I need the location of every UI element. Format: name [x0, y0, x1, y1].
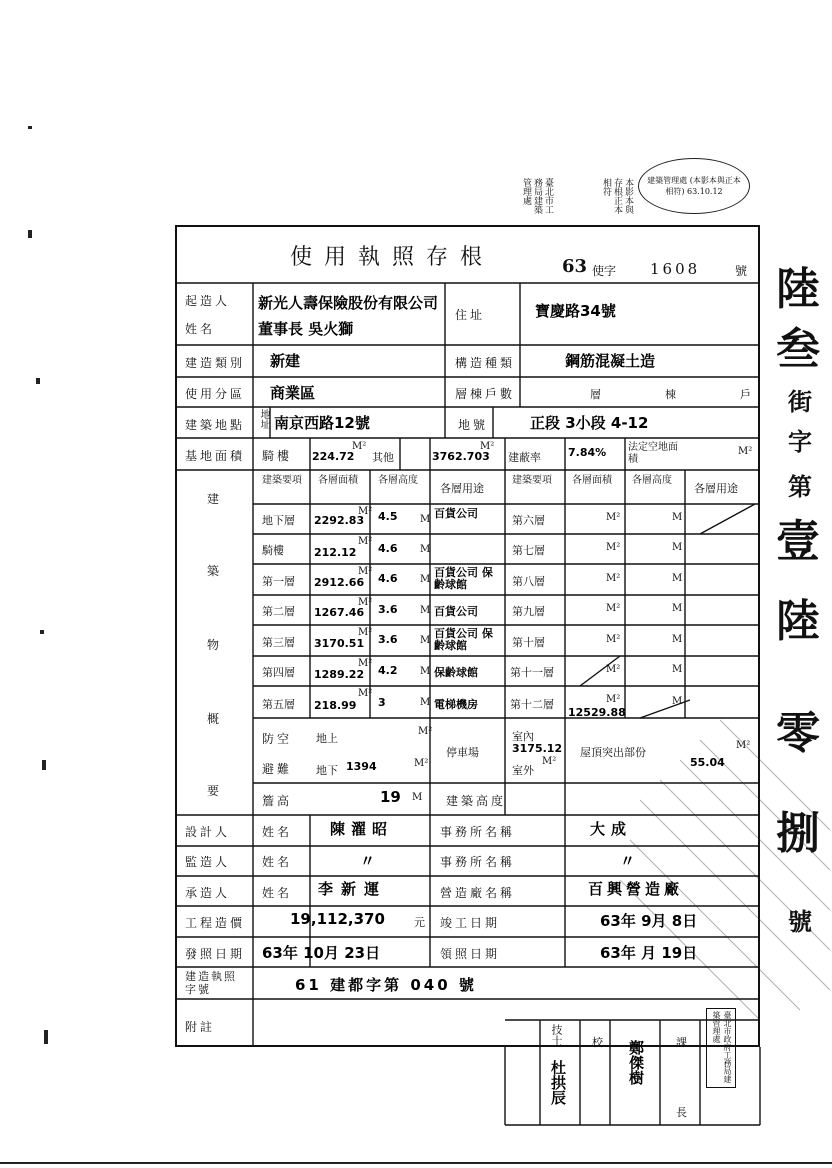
unit-m: M	[420, 544, 431, 555]
stamp-char: 零	[776, 708, 820, 759]
floor-use: 百貨公司 保齡球館	[434, 566, 493, 591]
building-type-label: 建造類別	[185, 356, 246, 370]
unit-m2: M²	[358, 566, 373, 577]
permit-no-label: 建造執照字號	[185, 970, 237, 996]
unit-m: M	[672, 512, 683, 523]
legal-open-label: 法定空地面積	[628, 442, 678, 465]
eaves-value: 19	[380, 788, 401, 806]
unit-m2: M²	[358, 536, 373, 547]
unit-m2: M²	[606, 603, 621, 614]
floors-unit-floor: 層	[590, 388, 601, 401]
stamp-char: 陸	[776, 596, 820, 647]
contractor-name-label: 姓名	[262, 886, 293, 900]
document-title: 使用執照存根	[290, 245, 495, 270]
parking-outdoor-label: 室外	[512, 764, 534, 777]
floor-use: 百貨公司 保齡球館	[434, 627, 493, 652]
arcade-value: 224.72	[312, 450, 355, 463]
site-address-value: 南京西路12號	[274, 414, 370, 432]
shelter-below-value: 1394	[346, 760, 377, 773]
permit-number: 1608	[650, 260, 701, 278]
floor-name: 騎樓	[262, 544, 284, 557]
official-seal-text: 臺北市政府工務局建築管理處	[712, 1011, 732, 1083]
site-lot-value: 正段 3小段 4-12	[530, 414, 649, 432]
unit-m2: M²	[358, 627, 373, 638]
header-use-left: 各層用途	[440, 482, 484, 495]
arcade-unit: M²	[352, 441, 367, 452]
stamp-line2: 本影本與存根正本相符	[601, 178, 633, 214]
owner-value: 新光人壽保險股份有限公司 董事長 吳火獅	[258, 294, 439, 338]
floor-name: 第九層	[512, 605, 545, 618]
unit-m2: M²	[606, 664, 621, 675]
floors-units-label: 層棟戶數	[455, 387, 516, 401]
stamp-char: 第	[788, 472, 812, 501]
head-label: 長	[676, 1106, 687, 1119]
floor-area: 2912.66	[314, 576, 365, 589]
tech-label: 技士	[550, 1024, 563, 1046]
unit-m: M	[420, 697, 431, 708]
shelter-label-2: 避難	[262, 762, 293, 776]
site-label: 建築地點	[185, 418, 246, 432]
margin-speck	[44, 1030, 48, 1044]
stamp-char: 字	[788, 427, 812, 456]
floor-height: 3	[378, 696, 386, 709]
coverage-value: 7.84%	[568, 446, 607, 459]
unit-m: M	[672, 542, 683, 553]
supervisor-label: 監造人	[185, 855, 231, 869]
contractor-office-label: 營造廠名稱	[440, 886, 516, 900]
floor-area: 12529.88	[568, 706, 626, 719]
tech-name: 杜拱辰	[549, 1060, 567, 1105]
parking-indoor-label: 室內	[512, 730, 534, 743]
structure-value: 鋼筋混凝土造	[565, 352, 656, 370]
floor-area: 2292.83	[314, 514, 365, 527]
section-char-1: 建	[207, 492, 223, 506]
oval-stamp-text: 建築管理處 (本影本與正本相符) 63.10.12	[647, 176, 741, 196]
floor-name: 第六層	[512, 514, 545, 527]
permit-no-value: 61 建都字第 040 號	[295, 976, 477, 994]
header-area-right: 各層面積	[572, 475, 612, 486]
unit-m2: M²	[606, 573, 621, 584]
unit-m: M	[672, 696, 683, 707]
parking-outdoor-unit: M²	[542, 756, 557, 767]
stamp-char: 街	[788, 387, 812, 416]
roof-unit: M²	[736, 740, 751, 751]
floor-name: 第十一層	[510, 666, 554, 679]
header-item-right: 建築要項	[512, 475, 552, 486]
shelter-above-unit: M²	[418, 726, 433, 737]
arcade-label: 騎樓	[262, 449, 293, 463]
shelter-below-label: 地下	[316, 764, 338, 777]
floors-unit-building: 棟	[665, 388, 676, 401]
area-label: 基地面積	[185, 449, 246, 463]
issue-date-label: 發照日期	[185, 947, 246, 961]
shelter-label-1: 防空	[262, 732, 293, 746]
unit-m: M	[420, 514, 431, 525]
stamp-char: 號	[788, 907, 812, 936]
owner-label: 起造人	[185, 294, 231, 308]
floor-name: 第十二層	[510, 698, 554, 711]
floor-use: 百貨公司	[434, 507, 478, 520]
floor-height: 4.6	[378, 572, 398, 585]
floor-name: 第四層	[262, 666, 295, 679]
parking-indoor-value: 3175.12	[512, 742, 563, 755]
unit-m: M	[420, 574, 431, 585]
unit-m2: M²	[358, 597, 373, 608]
designer-label: 設計人	[185, 825, 231, 839]
building-type-value: 新建	[270, 352, 301, 370]
floor-area: 212.12	[314, 546, 357, 559]
zone-label: 使用分區	[185, 387, 246, 401]
floor-height: 4.6	[378, 542, 398, 555]
floor-area: 3170.51	[314, 637, 365, 650]
cost-value: 19,112,370	[290, 910, 385, 928]
margin-speck	[28, 230, 32, 238]
floor-name: 地下層	[262, 514, 295, 527]
floor-name: 第一層	[262, 575, 295, 588]
floor-name: 第八層	[512, 575, 545, 588]
floors-unit-household: 戶	[740, 388, 751, 401]
legal-open-unit: M²	[738, 446, 753, 457]
floor-use: 電梯機房	[434, 698, 478, 711]
section-char-2: 築	[207, 564, 223, 578]
floor-area: 218.99	[314, 699, 357, 712]
floor-height: 3.6	[378, 633, 398, 646]
unit-m: M	[672, 634, 683, 645]
floor-height: 3.6	[378, 603, 398, 616]
designer-office: 大成	[590, 820, 633, 838]
unit-m: M	[420, 605, 431, 616]
designer-name: 陳濯昭	[330, 820, 394, 838]
unit-m: M	[672, 603, 683, 614]
building-height-label: 建築高度	[446, 794, 507, 808]
chief-label: 課	[676, 1036, 687, 1049]
roof-value: 55.04	[690, 756, 725, 769]
stamp-char: 叁	[776, 324, 820, 375]
unit-m: M	[672, 664, 683, 675]
bottom-edge-line	[0, 1162, 832, 1164]
unit-m: M	[420, 635, 431, 646]
roof-label: 屋頂突出部份	[580, 746, 646, 759]
receive-date-value: 63年 月 19日	[600, 944, 698, 962]
stamp-char: 壹	[776, 516, 820, 567]
section-char-4: 概	[207, 712, 223, 726]
unit-m2: M²	[358, 506, 373, 517]
floor-name: 第三層	[262, 636, 295, 649]
margin-speck	[40, 630, 44, 634]
supervisor-office-label: 事務所名稱	[440, 855, 516, 869]
margin-speck	[28, 126, 32, 129]
other-label: 其他	[372, 451, 394, 464]
address-label: 住址	[455, 308, 486, 322]
unit-m2: M²	[606, 542, 621, 553]
stamp-char: 陸	[776, 264, 820, 315]
supervisor-office: 〃	[620, 852, 636, 870]
floor-name: 第五層	[262, 698, 295, 711]
stamp-char: 捌	[776, 808, 820, 859]
permit-word: 使字	[592, 264, 617, 278]
check-name: 鄭傑樹	[627, 1040, 645, 1085]
coverage-label: 建蔽率	[508, 451, 541, 464]
unit-m2: M²	[606, 694, 621, 705]
zone-value: 商業區	[270, 384, 316, 402]
unit-m2: M²	[606, 512, 621, 523]
site-lot-label: 地號	[458, 418, 489, 432]
cost-unit: 元	[414, 916, 425, 929]
section-char-5: 要	[207, 784, 223, 798]
contractor-office: 百興營造廠	[588, 880, 684, 898]
site-address-label: 地址	[258, 409, 269, 429]
designer-name-label: 姓名	[262, 825, 293, 839]
owner-name-label: 姓名	[185, 322, 216, 336]
floor-area: 1267.46	[314, 606, 365, 619]
margin-speck	[36, 378, 40, 384]
shelter-below-unit: M²	[414, 758, 429, 769]
floor-use: 百貨公司	[434, 605, 478, 618]
eaves-unit: M	[412, 792, 423, 803]
other-value: 3762.703	[432, 450, 490, 463]
unit-m: M	[672, 573, 683, 584]
header-height-left: 各層高度	[378, 475, 418, 486]
floor-area: 1289.22	[314, 668, 365, 681]
permit-year: 63	[562, 256, 588, 277]
unit-m2: M²	[358, 658, 373, 669]
header-area-left: 各層面積	[318, 475, 358, 486]
floor-use: 保齡球館	[434, 666, 478, 679]
contractor-name: 李新運	[318, 880, 388, 898]
floor-height: 4.5	[378, 510, 398, 523]
check-label: 校	[592, 1036, 603, 1049]
header-height-right: 各層高度	[632, 475, 672, 486]
margin-speck	[42, 760, 46, 770]
cost-label: 工程造價	[185, 916, 246, 930]
contractor-label: 承造人	[185, 886, 231, 900]
floor-name: 第七層	[512, 544, 545, 557]
floor-name: 第十層	[512, 636, 545, 649]
parking-label: 停車場	[446, 746, 479, 759]
header-item-left: 建築要項	[262, 475, 302, 486]
issue-date-value: 63年 10月 23日	[262, 944, 381, 962]
eaves-label: 簷高	[262, 794, 293, 808]
permit-suffix: 號	[735, 264, 748, 278]
address-value: 寶慶路34號	[535, 302, 616, 320]
stamp-line1: 臺北市工務局建築管理處	[521, 178, 553, 214]
section-char-3: 物	[207, 638, 223, 652]
supervisor-name-label: 姓名	[262, 855, 293, 869]
header-use-right: 各層用途	[694, 482, 738, 495]
shelter-above-label: 地上	[316, 732, 338, 745]
designer-office-label: 事務所名稱	[440, 825, 516, 839]
unit-m: M	[420, 666, 431, 677]
unit-m2: M²	[358, 688, 373, 699]
completion-label: 竣工日期	[440, 916, 501, 930]
other-unit: M²	[480, 441, 495, 452]
floor-name: 第二層	[262, 605, 295, 618]
stamp-hatch-overlay	[600, 700, 832, 1100]
note-label: 附註	[185, 1020, 216, 1034]
floor-height: 4.2	[378, 664, 398, 677]
receive-date-label: 領照日期	[440, 947, 501, 961]
supervisor-name: 〃	[360, 852, 376, 870]
completion-value: 63年 9月 8日	[600, 912, 698, 930]
unit-m2: M²	[606, 634, 621, 645]
structure-label: 構造種類	[455, 356, 516, 370]
